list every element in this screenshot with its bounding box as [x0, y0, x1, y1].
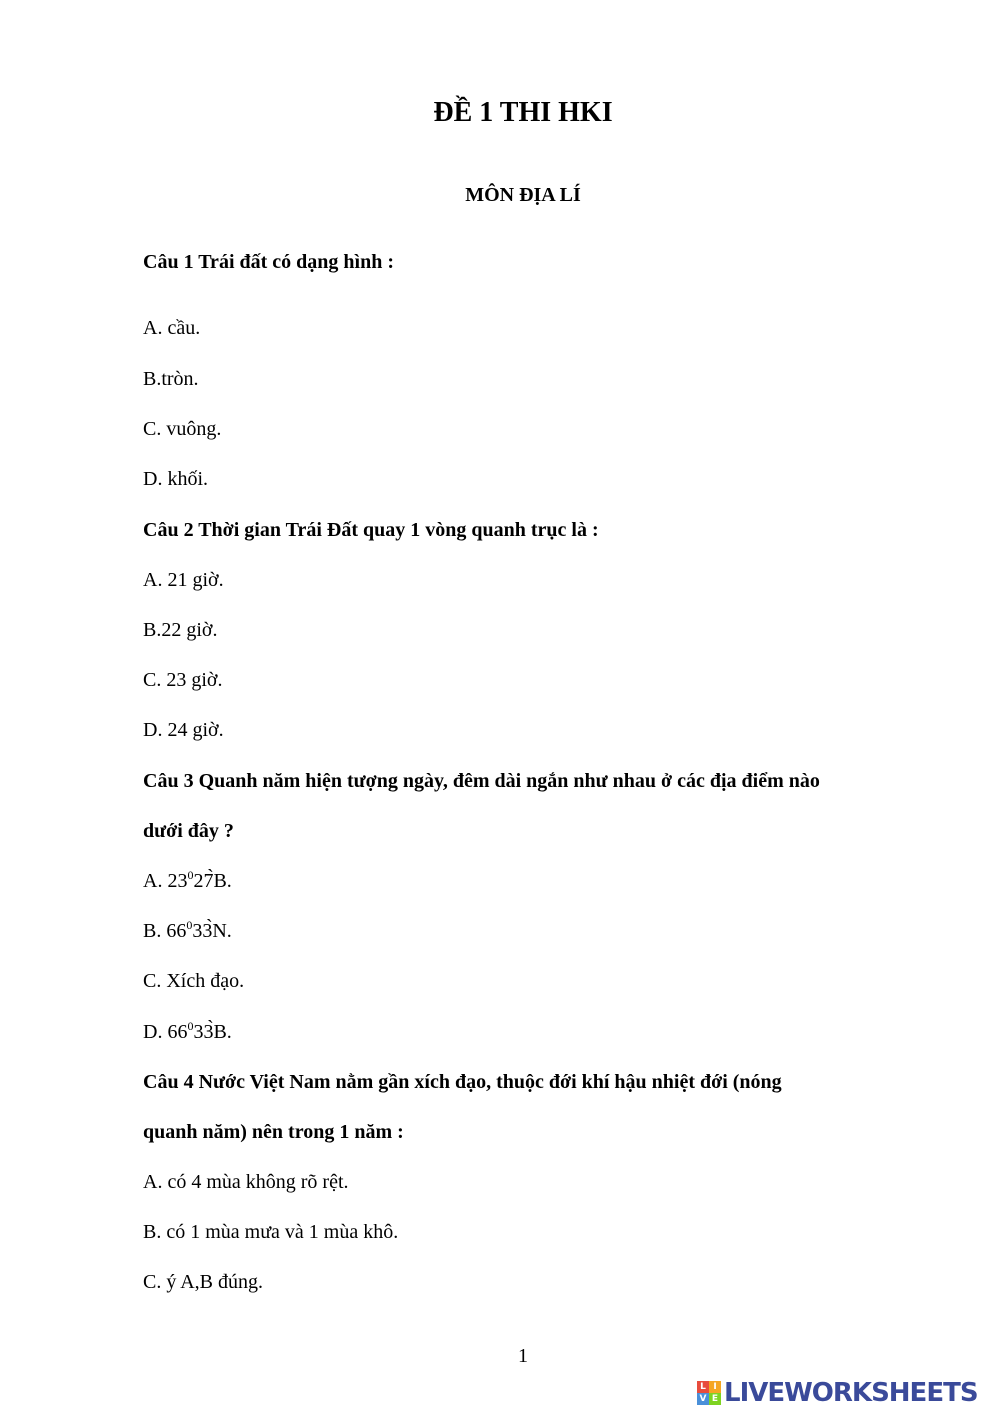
degree-superscript: 0 — [186, 918, 193, 932]
logo-letter: V — [697, 1393, 709, 1405]
question-2-option-b: B.22 giờ. — [143, 619, 218, 641]
question-3-option-d: D. $66^033̀B$. — [143, 1019, 232, 1043]
question-3-option-c: C. Xích đạo. — [143, 970, 245, 992]
question-1-option-a: A. cầu. — [143, 317, 201, 339]
question-4-prompt-line-1: Câu 4 Nước Việt Nam nằm gần xích đạo, thuộc đới khí hậu nhiệt đới (nóng — [143, 1071, 782, 1093]
question-4-prompt-line-2: quanh năm) nên trong 1 năm : — [143, 1121, 404, 1143]
question-1-option-d: D. khối. — [143, 468, 208, 490]
question-3-prompt-line-1: Câu 3 Quanh năm hiện tượng ngày, đêm dài ngắn như nhau ở các địa điểm nào — [143, 770, 820, 792]
brand-watermark[interactable] — [697, 1378, 978, 1408]
question-4-option-b: B. có 1 mùa mưa và 1 mùa khô. — [143, 1221, 399, 1243]
question-2-option-a: A. 21 giờ. — [143, 569, 224, 591]
question-3-option-b: B. $66^033̀N$. — [143, 918, 232, 942]
question-3-prompt-line-2: dưới đây ? — [143, 820, 234, 842]
question-4-option-a: A. có 4 mùa không rõ rệt. — [143, 1171, 349, 1193]
logo-letter: L — [697, 1381, 709, 1393]
question-2-option-d: D. 24 giờ. — [143, 719, 224, 741]
question-1-option-c: C. vuông. — [143, 418, 222, 440]
question-2-prompt: Câu 2 Thời gian Trái Đất quay 1 vòng quanh trục là : — [143, 519, 599, 541]
question-1-option-b: B.tròn. — [143, 368, 199, 390]
page-number: 1 — [518, 1345, 528, 1367]
logo-letter: E — [709, 1393, 721, 1405]
liveworksheets-logo-icon — [697, 1381, 721, 1405]
question-4-option-c: C. ý A,B đúng. — [143, 1271, 264, 1293]
degree-superscript: 0 — [187, 868, 194, 882]
brand-text: LIVEWORKSHEETS — [724, 1378, 978, 1408]
logo-letter: I — [709, 1381, 721, 1393]
question-2-option-c: C. 23 giờ. — [143, 669, 223, 691]
question-3-option-a: A. $23^027̀B$. — [143, 868, 232, 892]
page-subtitle: MÔN ĐỊA LÍ — [465, 184, 581, 206]
degree-superscript: 0 — [187, 1019, 194, 1033]
page-title: ĐỀ 1 THI HKI — [433, 97, 613, 128]
question-1-prompt: Câu 1 Trái đất có dạng hình : — [143, 251, 394, 273]
